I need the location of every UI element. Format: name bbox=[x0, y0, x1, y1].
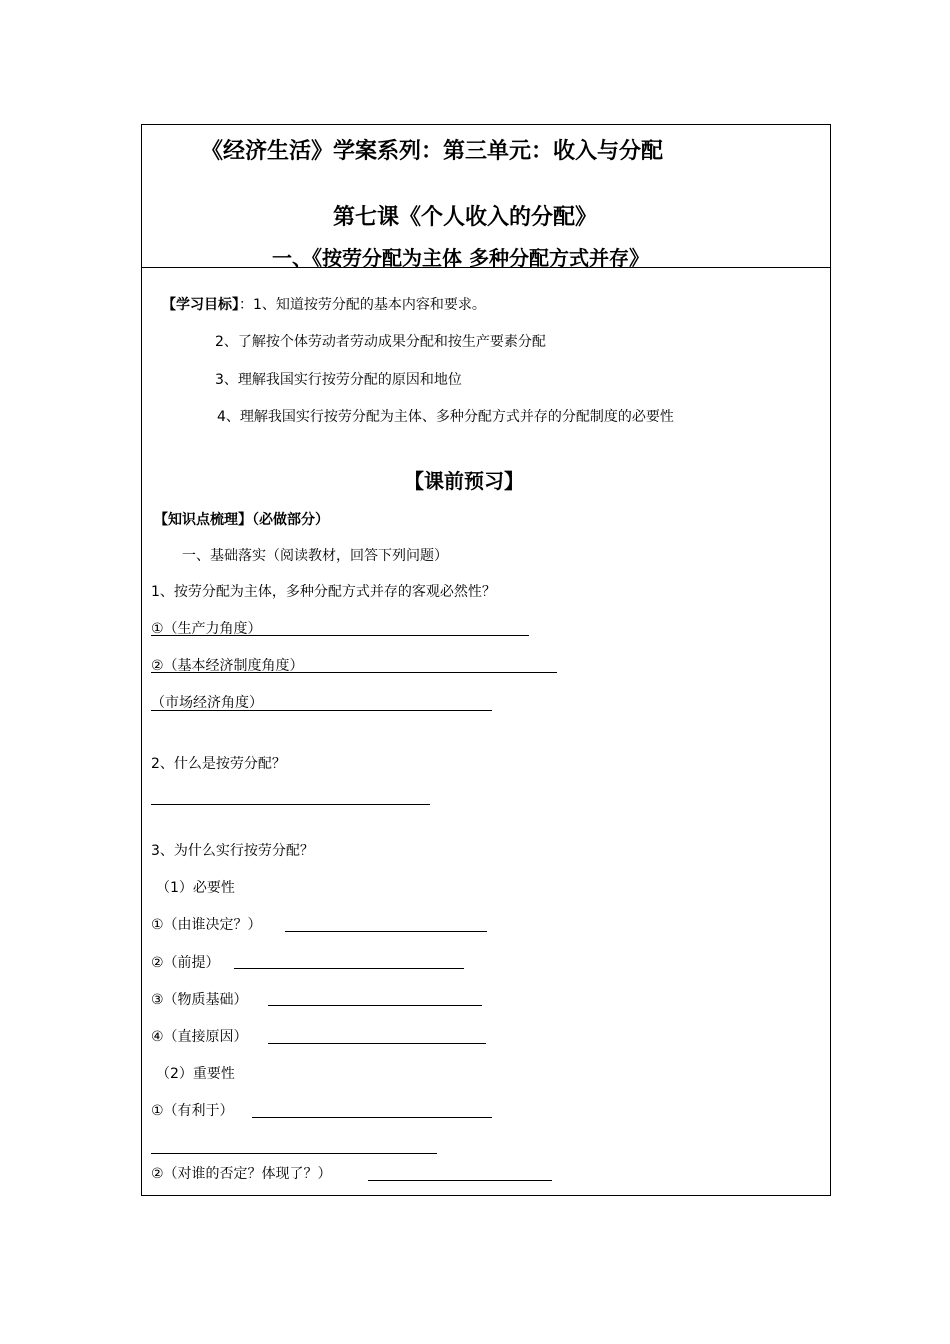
objective-item: 4、理解我国实行按劳分配为主体、多种分配方式并存的分配制度的必要性 bbox=[217, 409, 674, 425]
question-1: 1、按劳分配为主体，多种分配方式并存的客观必然性？ bbox=[151, 584, 496, 600]
q1-answer-line[interactable] bbox=[151, 672, 557, 673]
q3-item-who-decides: ①（由谁决定？） bbox=[151, 917, 262, 933]
question-3: 3、为什么实行按劳分配？ bbox=[151, 843, 314, 859]
objectives-label: 【学习目标】 bbox=[162, 297, 239, 313]
q3-answer-line[interactable] bbox=[234, 968, 464, 969]
q1-item-basic-system: ②（基本经济制度角度） bbox=[151, 658, 304, 674]
q3-item-premise: ②（前提） bbox=[151, 955, 220, 971]
q3-item-material-basis: ③（物质基础） bbox=[151, 992, 248, 1008]
q3-answer-line[interactable] bbox=[268, 1043, 486, 1044]
q3-answer-line[interactable] bbox=[252, 1117, 492, 1118]
knowledge-label: 【知识点梳理】（必做部分） bbox=[154, 512, 329, 528]
q3-part1-label: （1）必要性 bbox=[156, 880, 235, 896]
q1-item-productivity: ①（生产力角度） bbox=[151, 621, 262, 637]
q1-answer-line[interactable] bbox=[151, 635, 529, 636]
page-title: 《经济生活》学案系列：第三单元：收入与分配 bbox=[201, 139, 664, 164]
q3-answer-line[interactable] bbox=[151, 1153, 437, 1154]
q3-answer-line[interactable] bbox=[368, 1180, 552, 1181]
preview-heading: 【课前预习】 bbox=[404, 469, 524, 493]
lesson-title: 第七课《个人收入的分配》 bbox=[333, 205, 598, 230]
question-2: 2、什么是按劳分配？ bbox=[151, 756, 286, 772]
q3-item-direct-cause: ④（直接原因） bbox=[151, 1029, 248, 1045]
objective-item: 1、知道按劳分配的基本内容和要求。 bbox=[253, 297, 486, 313]
q2-answer-line[interactable] bbox=[151, 804, 430, 805]
q3-item-negation: ②（对谁的否定？体现了？） bbox=[151, 1166, 332, 1182]
objectives-row bbox=[162, 294, 486, 314]
q1-answer-line[interactable] bbox=[151, 710, 492, 711]
q1-item-market-economy: （市场经济角度） bbox=[151, 695, 263, 711]
objectives-sep: ： bbox=[239, 297, 253, 313]
basics-intro: 一、基础落实（阅读教材，回答下列问题） bbox=[182, 548, 448, 564]
objective-item: 3、理解我国实行按劳分配的原因和地位 bbox=[215, 372, 462, 388]
q3-answer-line[interactable] bbox=[285, 931, 487, 932]
q3-answer-line[interactable] bbox=[268, 1005, 482, 1006]
q3-item-beneficial: ①（有利于） bbox=[151, 1103, 234, 1119]
section-title: 一、《按劳分配为主体 多种分配方式并存》 bbox=[272, 246, 649, 270]
objective-item: 2、了解按个体劳动者劳动成果分配和按生产要素分配 bbox=[215, 334, 546, 350]
q3-part2-label: （2）重要性 bbox=[156, 1066, 235, 1082]
